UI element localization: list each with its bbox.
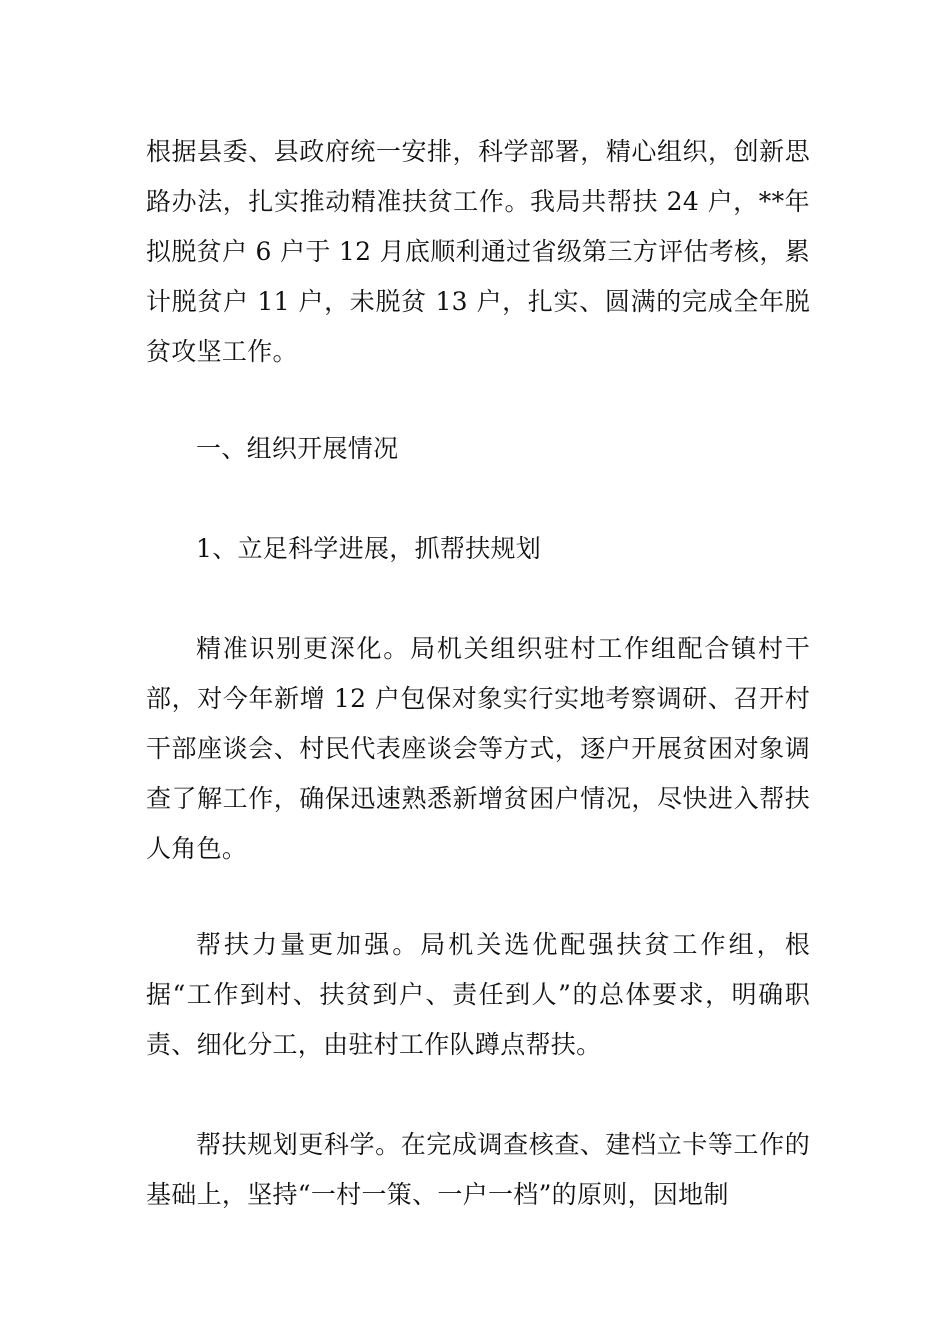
intro-paragraph: 根据县委、县政府统一安排，科学部署，精心组织，创新思路办法，扎实推动精准扶贫工作。我局共帮扶 24 户，**年拟脱贫户 6 户于 12 月底顺利通过省级第三方评估考核，累计脱贫户 11 户，未脱贫 13 户，扎实、圆满的完成全年脱贫攻坚工作。 [146, 137, 810, 366]
body-paragraph-assistance-strength: 帮扶力量更加强。局机关选优配强扶贫工作组，根据“工作到村、扶贫到户、责任到人”的总体要求，明确职责、细化分工，由驻村工作队蹲点帮扶。 [146, 930, 810, 1059]
subsection-heading: 1、立足科学进展，抓帮扶规划 [196, 534, 542, 563]
section-heading: 一、组织开展情况 [196, 434, 399, 463]
body-paragraph-accurate-identification: 精准识别更深化。局机关组织驻村工作组配合镇村干部，对今年新增 12 户包保对象实行实地考察调研、召开村干部座谈会、村民代表座谈会等方式，逐户开展贫困对象调查了解工作，确保迅速熟悉新增贫困户情况，尽快进入帮扶人角色。 [146, 634, 810, 863]
body-paragraph-assistance-planning: 帮扶规划更科学。在完成调查核查、建档立卡等工作的基础上，坚持“一村一策、一户一档”的原则，因地制 [146, 1130, 810, 1209]
